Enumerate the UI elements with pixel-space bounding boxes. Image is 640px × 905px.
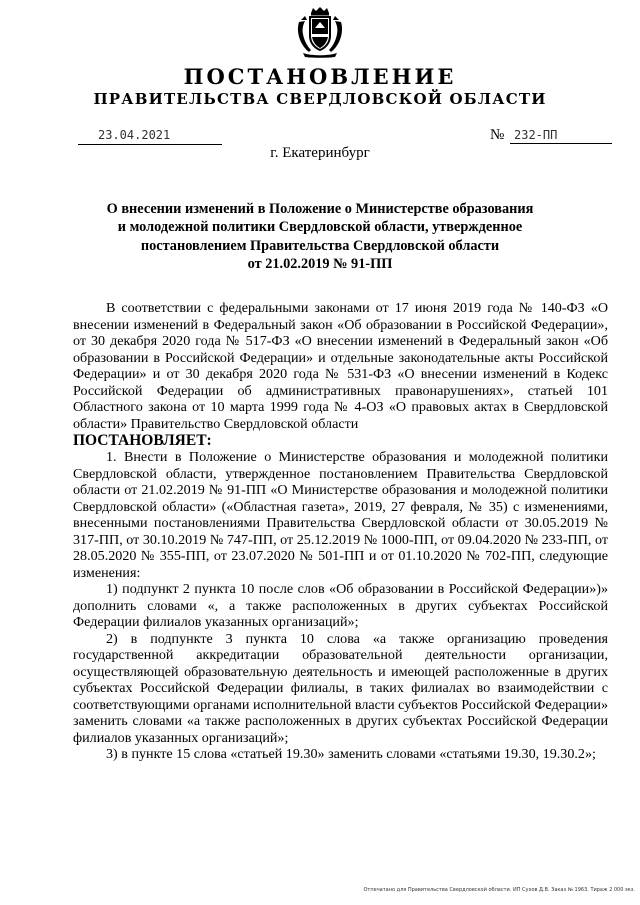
title-line: от 21.02.2019 № 91-ПП: [247, 255, 393, 272]
title-line: постановлением Правительства Свердловской области: [140, 237, 500, 254]
title-line: и молодежной политики Свердловской области, утвержденное: [117, 219, 523, 236]
decree-word: ПОСТАНОВЛЯЕТ:: [73, 432, 212, 449]
body-paragraph: 1) подпункт 2 пункта 10 после слов «Об образовании в Российской Федерации»)» дополнить словами «, а также расположенных в других субъектах Российской Федерации филиалов указанных организаций»;: [73, 581, 608, 630]
sverdlovsk-coat-of-arms-icon: [295, 6, 345, 58]
emblem: [295, 6, 345, 58]
document-type-heading: ПОСТАНОВЛЕНИЕ: [183, 64, 457, 89]
number-sign: №: [490, 127, 505, 143]
print-imprint: Отпечатано для Правительства Свердловской области. ИП Сухов Д.В. Заказ № 1963. Тираж 2 000 экз.: [363, 887, 635, 893]
body-paragraph: 1. Внести в Положение о Министерстве образования и молодежной политики Свердловской области, утвержденное постановлением Правительства Свердловской области от 21.02.2019 № 91-ПП «О Министерстве образования и молодежной политики Свердловской области» («Областная газета», 2019, 27 февраля, № 35) с изменениями, внесенными постановлениями Правительства Свердловской области от 30.05.2019 № 317-ПП, от 30.10.2019 № 747-ПП, от 25.12.2019 № 1000-ПП, от 09.04.2020 № 233-ПП, от 28.05.2020 № 355-ПП, от 23.07.2020 № 501-ПП и от 01.10.2020 № 702-ПП, следующие изменения:: [73, 449, 608, 581]
body-paragraph: 2) в подпункте 3 пункта 10 слова «а также организацию проведения государственной аккредитации образовательной деятельности организации, осуществляющей образовательную деятельность и имеющей расположенные в других субъектах Российской Федерации филиалы, в таких филиалах во взаимодействии с соответствующими органами исполнительной власти субъектов Российской Федерации» заменить словами «а также расположенных в других субъектах Российской Федерации филиалов указанных организаций»;: [73, 630, 608, 746]
document-body: [73, 300, 608, 763]
document-date: 23.04.2021: [78, 128, 222, 145]
document-number: 232-ПП: [510, 128, 612, 144]
preamble-paragraph: В соответствии с федеральными законами от 17 июня 2019 года № 140-ФЗ «О внесении изменений в Федеральный закон «Об образовании в Российской Федерации», от 30 декабря 2020 года № 517-ФЗ «О внесении изменений в Федеральный закон «Об образовании в Российской Федерации» и отдельные законодательные акты Российской Федерации» и от 30 декабря 2020 года № 531-ФЗ «О внесении изменений в Кодекс Российской Федерации об административных правонарушениях», статьей 101 Областного закона от 10 марта 1999 года № 4-ОЗ «О правовых актах в Свердловской области» Правительство Свердловской области: [73, 300, 608, 432]
issuer-heading: ПРАВИТЕЛЬСТВА СВЕРДЛОВСКОЙ ОБЛАСТИ: [93, 90, 547, 108]
document-title: [80, 200, 560, 273]
city-line: г. Екатеринбург: [270, 145, 370, 161]
document-number-field: [490, 126, 612, 145]
title-line: О внесении изменений в Положение о Министерстве образования: [106, 201, 534, 217]
body-paragraph: 3) в пункте 15 слова «статьей 19.30» заменить словами «статьями 19.30, 19.30.2»;: [106, 746, 596, 762]
